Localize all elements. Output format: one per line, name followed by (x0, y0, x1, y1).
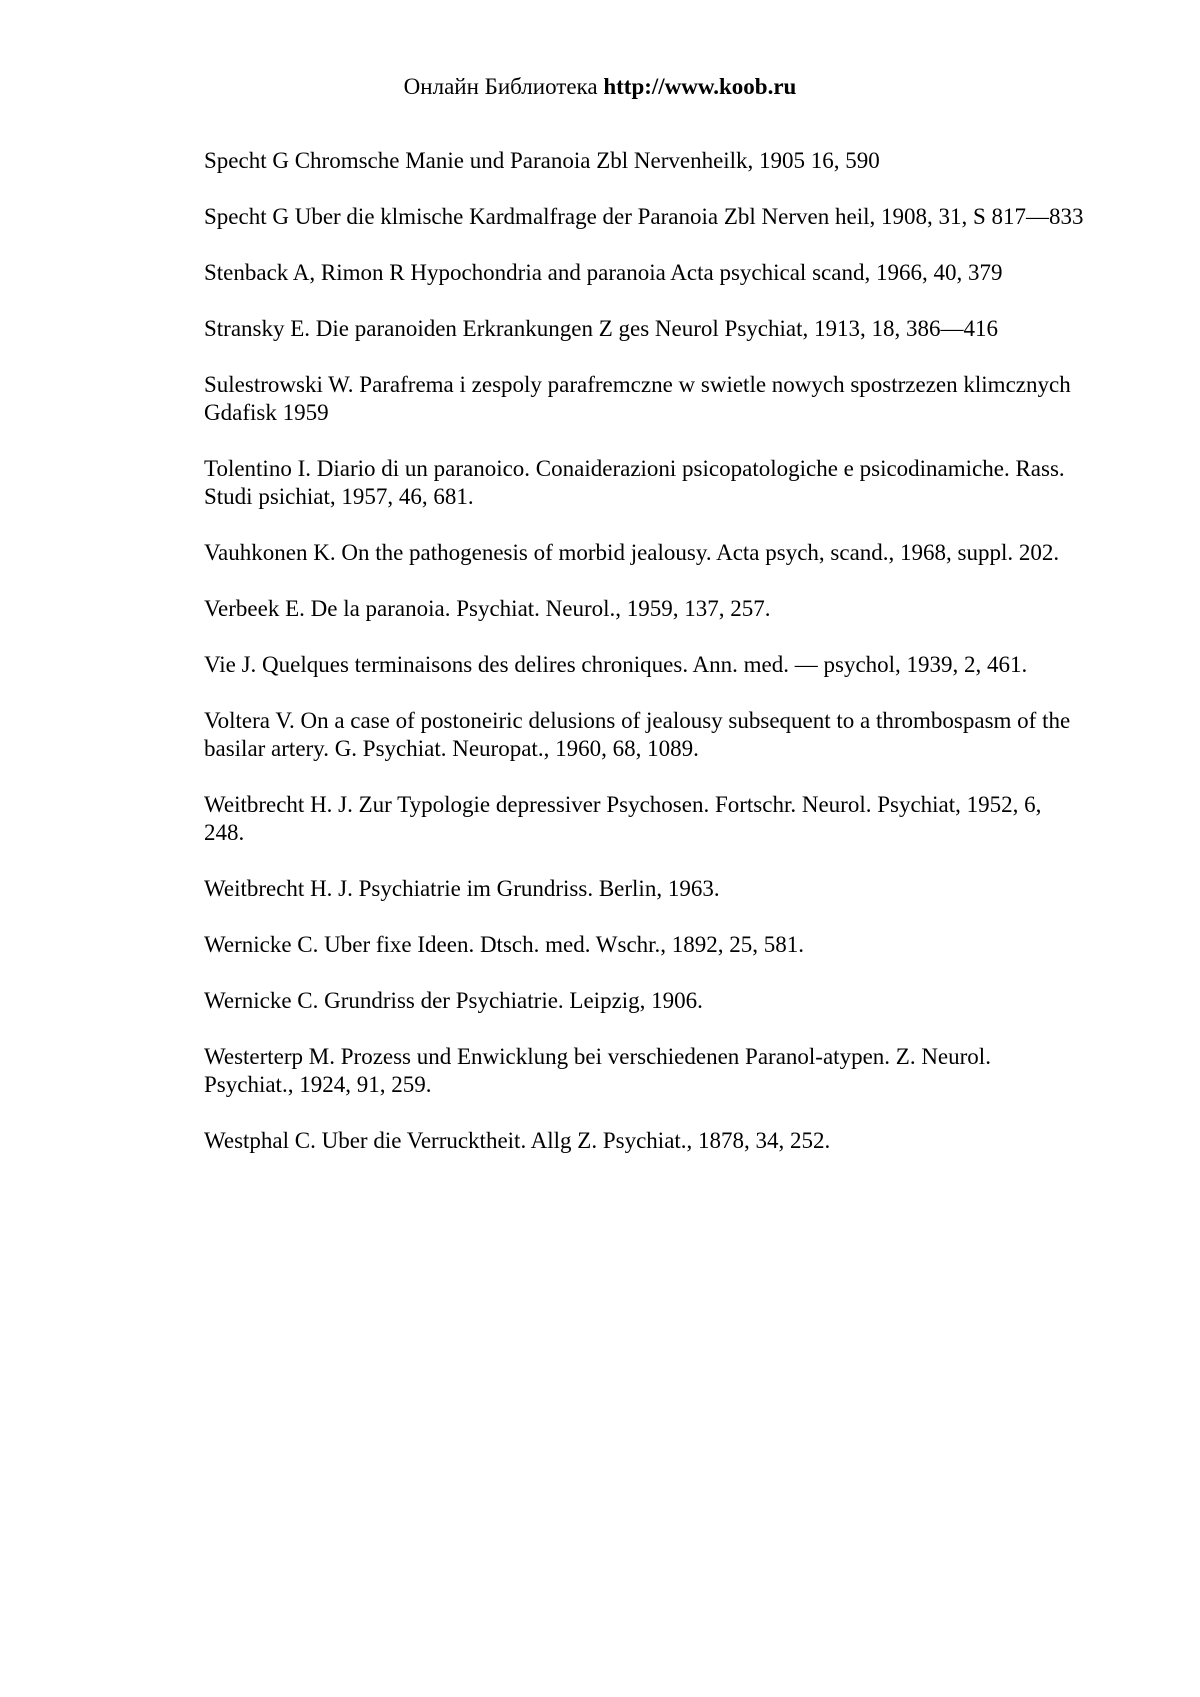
reference-item: Specht G Uber die klmische Kardmalfrage der Paranoia Zbl Nerven heil, 1908, 31, S 817—833 (204, 204, 1084, 229)
reference-item: Stransky E. Die paranoiden Erkrankungen Z ges Neurol Psychiat, 1913, 18, 386—416 (204, 316, 998, 341)
header-label: Онлайн Библиотека (403, 74, 598, 99)
reference-item: Tolentino I. Diario di un paranoico. Conaiderazioni psicopatologiche e psicodinamiche. Rass. Studi psichiat, 1957, 46, 681. (204, 456, 1065, 509)
header-url: http://www.koob.ru (603, 74, 797, 99)
reference-item: Sulestrowski W. Parafrema i zespoly parafremczne w swietle nowych spostrzezen klimcznych Gdafisk 1959 (204, 372, 1071, 425)
reference-item: Weitbrecht H. J. Zur Typologie depressiver Psychosen. Fortschr. Neurol. Psychiat, 1952, 6, 248. (204, 792, 1042, 845)
reference-item: Westerterp M. Prozess und Enwicklung bei verschiedenen Paranol-atypen. Z. Neurol. Psychiat., 1924, 91, 259. (204, 1044, 991, 1097)
reference-item: Wernicke C. Grundriss der Psychiatrie. Leipzig, 1906. (204, 988, 703, 1013)
reference-item: Wernicke C. Uber fixe Ideen. Dtsch. med. Wschr., 1892, 25, 581. (204, 932, 805, 957)
reference-item: Westphal C. Uber die Verrucktheit. Allg Z. Psychiat., 1878, 34, 252. (204, 1128, 831, 1153)
reference-item: Stenback A, Rimon R Hypochondria and paranoia Acta psychical scand, 1966, 40, 379 (204, 260, 1003, 285)
reference-list (204, 147, 1084, 1183)
reference-item: Weitbrecht H. J. Psychiatrie im Grundriss. Berlin, 1963. (204, 876, 720, 901)
page-header (0, 72, 1200, 102)
reference-item: Voltera V. On a case of postoneiric delusions of jealousy subsequent to a thrombospasm of the basilar artery. G. Psychiat. Neuropat., 1960, 68, 1089. (204, 708, 1071, 761)
reference-item: Vauhkonen K. On the pathogenesis of morbid jealousy. Acta psych, scand., 1968, suppl. 202. (204, 540, 1060, 565)
reference-item: Verbeek E. De la paranoia. Psychiat. Neurol., 1959, 137, 257. (204, 596, 771, 621)
reference-item: Vie J. Quelques terminaisons des delires chroniques. Ann. med. — psychol, 1939, 2, 461. (204, 652, 1028, 677)
reference-item: Specht G Chromsche Manie und Paranoia Zbl Nervenheilk, 1905 16, 590 (204, 148, 880, 173)
